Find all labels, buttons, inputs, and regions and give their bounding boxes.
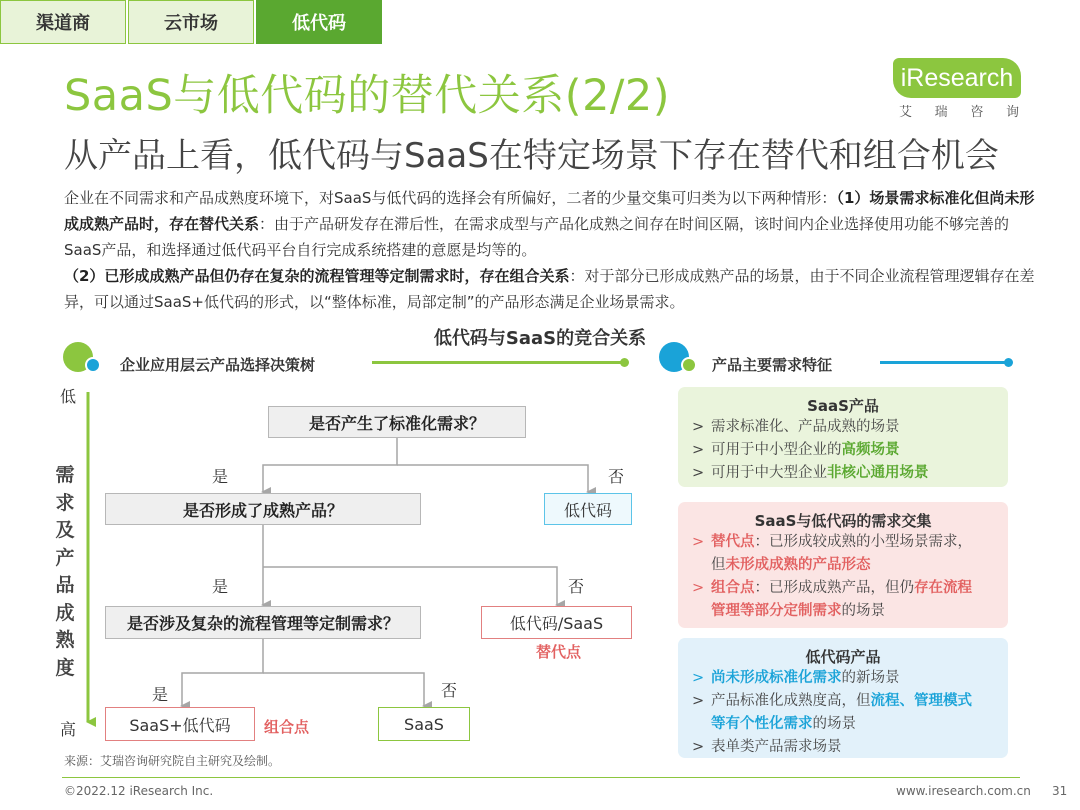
item-text: 的场景 [812, 716, 856, 732]
chevron-right-icon: > [692, 670, 705, 686]
item-highlight: 管理等部分定制需求 [711, 603, 842, 619]
result-lowcode: 低代码 [544, 493, 632, 525]
tab-label: 云市场 [164, 13, 218, 34]
item-highlight: 流程、管理模式 [870, 693, 972, 709]
chevron-right-icon: > [692, 534, 705, 550]
logo-char: 瑞 [934, 105, 948, 120]
item-highlight: 尚未形成标准化需求 [711, 670, 842, 686]
logo-char: 询 [1005, 105, 1019, 120]
item-text: 的新场景 [841, 670, 900, 686]
axis-char: 成 [55, 601, 75, 624]
result-lowcode-saas: 低代码/SaaS [481, 606, 632, 639]
tab-label: 低代码 [292, 13, 346, 34]
list-item [678, 439, 1008, 462]
yes-label: 是 [212, 577, 229, 596]
chevron-right-icon: > [692, 465, 705, 481]
logo-char: 咨 [970, 105, 984, 120]
axis-char: 品 [55, 574, 75, 596]
axis-char: 熟 [55, 629, 75, 651]
axis-low-label: 低 [60, 387, 77, 406]
intro-bold: （2）已形成成熟产品但仍存在复杂的流程管理等定制需求时，存在组合关系 [64, 267, 570, 285]
chevron-right-icon: > [692, 580, 705, 596]
panel-lowcode-product [678, 638, 1008, 758]
yes-label: 是 [152, 685, 169, 704]
item-text: 但 [711, 557, 726, 573]
intro-bold: （1）场景需求标准化但尚未形成成熟产品时，存在替代关系 [64, 189, 1035, 233]
footer-divider [62, 777, 1020, 778]
panel-title: SaaS与低代码的需求交集 [754, 512, 932, 530]
combine-point-note: 组合点 [264, 718, 310, 736]
page-number: 31 [1052, 784, 1068, 798]
item-highlight: 高频场景 [841, 442, 900, 458]
chevron-right-icon: > [692, 693, 705, 709]
list-item [678, 736, 1008, 759]
item-highlight: 非核心通用场景 [827, 465, 929, 481]
axis-char: 产 [55, 546, 75, 569]
panel-saas-product [678, 387, 1008, 487]
list-item [678, 531, 1008, 577]
no-label: 否 [608, 467, 625, 486]
list-item [678, 462, 1008, 485]
item-text: ：已形成成熟产品，但仍 [754, 580, 914, 596]
panel-title: SaaS产品 [807, 397, 879, 415]
item-text: 可用于中大型企业 [711, 465, 827, 481]
no-label: 否 [441, 681, 458, 700]
panel-overlap [678, 502, 1008, 628]
site-url[interactable]: www.iresearch.com.cn [896, 784, 1031, 798]
page-title: SaaS与低代码的替代关系(2/2) [64, 71, 671, 121]
no-label: 否 [568, 577, 585, 596]
chevron-right-icon: > [692, 739, 705, 755]
question-custom-demand: 是否涉及复杂的流程管理等定制需求？ [105, 606, 421, 639]
tab-label: 渠道商 [36, 13, 90, 34]
chevron-right-icon: > [692, 442, 705, 458]
item-label: 组合点 [711, 580, 755, 596]
logo-brand: iResearch [893, 58, 1021, 98]
item-text: 产品标准化成熟度高，但 [711, 693, 871, 709]
question-mature-product: 是否形成了成熟产品？ [105, 493, 421, 525]
copyright: ©2022.12 iResearch Inc. [64, 784, 214, 798]
result-saas: SaaS [378, 707, 470, 741]
chevron-right-icon: > [692, 419, 705, 435]
left-heading: 企业应用层云产品选择决策树 [120, 356, 316, 374]
axis-char: 及 [55, 519, 75, 541]
list-item [678, 416, 1008, 439]
item-text: ：已形成较成熟的小型场景需求， [754, 534, 972, 550]
list-item [678, 577, 1008, 623]
item-label: 替代点 [711, 534, 755, 550]
substitute-point-note: 替代点 [536, 643, 582, 661]
source-note: 来源：艾瑞咨询研究院自主研究及绘制。 [64, 754, 281, 768]
axis-char: 需 [55, 464, 75, 486]
item-highlight: 存在流程 [914, 580, 972, 596]
item-text: 表单类产品需求场景 [711, 739, 842, 755]
yes-label: 是 [212, 467, 229, 486]
list-item [678, 690, 1008, 736]
result-saas-plus-lowcode: SaaS+低代码 [105, 707, 255, 741]
right-heading: 产品主要需求特征 [712, 356, 833, 374]
item-highlight: 未形成成熟的产品形态 [725, 557, 871, 573]
axis-char: 度 [55, 656, 75, 679]
axis-char: 求 [55, 491, 75, 514]
item-text: 可用于中小型企业的 [711, 442, 842, 458]
intro-text: ：对于部分已形成成熟产品的场景，由于不同企业流程管理逻辑存在差异，可以通过SaaS+低代码的形式，以“整体标准，局部定制”的产品形态满足企业场景需求。 [64, 267, 1035, 311]
panel-title: 低代码产品 [805, 648, 881, 666]
axis-high-label: 高 [60, 720, 77, 739]
list-item [678, 667, 1008, 690]
question-standard-demand: 是否产生了标准化需求？ [268, 406, 526, 438]
logo-char: 艾 [899, 105, 913, 120]
intro-text: 企业在不同需求和产品成熟度环境下，对SaaS与低代码的选择会有所偏好，二者的少量交集可归类为以下两种情形： [64, 189, 837, 207]
item-highlight: 等有个性化需求 [711, 716, 813, 732]
item-text: 的场景 [841, 603, 885, 619]
page-subtitle: 从产品上看，低代码与SaaS在特定场景下存在替代和组合机会 [64, 136, 999, 176]
item-text: 需求标准化、产品成熟的场景 [711, 419, 900, 435]
diagram-title: 低代码与SaaS的竞合关系 [433, 328, 647, 349]
intro-text: ：由于产品研发存在滞后性，在需求成型与产品化成熟之间存在时间区隔，该时间内企业选择使用功能不够完善的SaaS产品，和选择通过低代码平台自行完成系统搭建的意愿是均等的。 [64, 215, 1010, 259]
